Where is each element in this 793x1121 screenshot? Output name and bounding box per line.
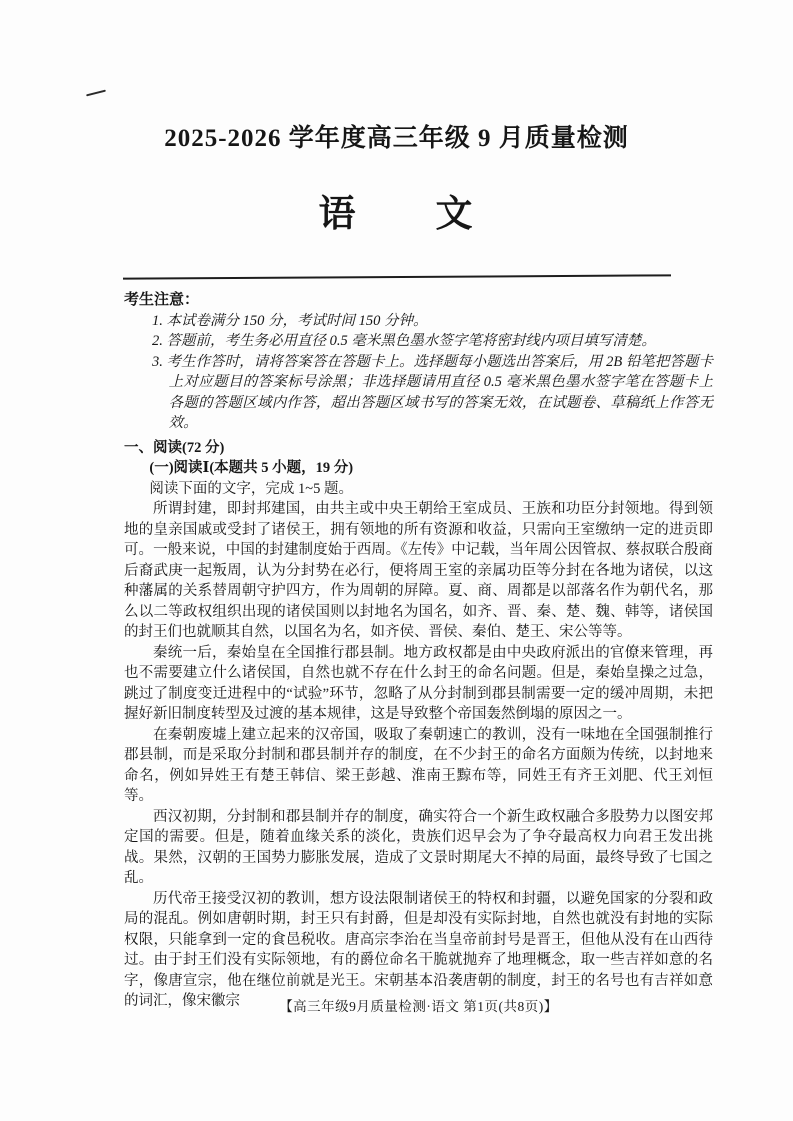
passage-paragraph-4: 西汉初期，分封制和郡县制并存的制度，确实符合一个新生政权融合多股势力以图安邦定国的需要。但是，随着血缘关系的淡化，贵族们迟早会为了争夺最高权力向君王发出挑战。果然，汉朝的王国势力膨胀发展，造成了文景时期尾大不掉的局面，最终导致了七国之乱。	[124, 808, 713, 886]
notice-label: 考生注意：	[124, 292, 200, 308]
passage-paragraph-3: 在秦朝废墟上建立起来的汉帝国，吸取了秦朝速亡的教训，没有一味地在全国强制推行郡县制，而是采取分封制和郡县制并存的制度，在不少封王的命名方面颇为传统，以封地来命名，例如异姓王有楚王韩信、梁王彭越、淮南王黥布等，同姓王有齐王刘肥、代王刘恒等。	[124, 726, 713, 804]
notice-list	[152, 311, 713, 434]
paper-body	[0, 278, 793, 1012]
reading-instruction: 阅读下面的文字，完成 1~5 题。	[149, 480, 353, 497]
subsection-title: (一)阅读Ⅰ(本题共 5 小题，19 分)	[149, 460, 354, 476]
section-title: 一、阅读(72 分)	[124, 439, 225, 456]
notice-section	[124, 290, 713, 434]
notice-item-2: 2. 答题前，考生务必用直径 0.5 毫米黑色墨水签字笔将密封线内项目填写清楚。	[152, 333, 656, 349]
reading-section	[124, 438, 713, 1012]
passage-paragraph-1: 所谓封建，即封邦建国，由共主或中央王朝给王室成员、王族和功臣分封领地。得到领地的皇亲国戚或受封了诸侯王，拥有领地的所有资源和收益，只需向王室缴纳一定的进贡即可。一般来说，中国的封建制度始于西周。《左传》中记载，当年周公因管叔、蔡叔联合殷商后裔武庚一起叛周，认为分封势在必行，便将周王室的亲属功臣等分封在各地为诸侯，以这种藩属的关系替周朝守护四方，作为周朝的屏障。夏、商、周都是以部落名作为朝代名，那么以二等政权组织出现的诸侯国则以封地名为国名，如齐、晋、秦、楚、魏、韩等，诸侯国的封王们也就顺其自然，以国名为名，如齐侯、晋侯、秦伯、楚王、宋公等等。	[124, 501, 713, 640]
notice-item-3: 3. 考生作答时，请将答案答在答题卡上。选择题每小题选出答案后，用 2B 铅笔把答题卡上对应题目的答案标号涂黑；非选择题请用直径 0.5 毫米黑色墨水签字笔在答题卡上各题的答题区域内作答，超出答题区域书写的答案无效，在试题卷、草稿纸上作答无效。	[152, 353, 713, 431]
subject-title: 语 文	[318, 194, 475, 235]
page-footer	[124, 995, 713, 1015]
notice-item-1: 1. 本试卷满分 150 分，考试时间 150 分钟。	[152, 312, 428, 329]
passage-paragraph-5: 历代帝王接受汉初的教训，想方设法限制诸侯王的特权和封疆，以避免国家的分裂和政局的混乱。例如唐朝时期，封王只有封爵，但是却没有实际封地，自然也就没有封地的实际权限，只能拿到一定的食邑税收。唐高宗李治在当皇帝前封号是晋王，但他从没有在山西待过。由于封王们没有实际领地，有的爵位命名干脆就抛弃了地理概念，取一些吉祥如意的名字，像唐宣宗，他在继位前就是光王。宋朝基本沿袭唐朝的制度，封王的名号也有吉祥如意的词汇，像宋徽宗	[124, 890, 713, 1009]
paper-title: 2025-2026 学年度高三年级 9 月质量检测	[164, 125, 629, 152]
footer-text: 【高三年级9月质量检测·语文 第1页(共8页)】	[279, 999, 558, 1014]
passage-paragraph-2: 秦统一后，秦始皇在全国推行郡县制。地方政权都是由中央政府派出的官僚来管理，再也不需要建立什么诸侯国，自然也就不存在什么封王的命名问题。但是，秦始皇操之过急，跳过了制度变迁进程中的“试验”环节，忽略了从分封制到郡县制需要一定的缓冲周期，未把握好新旧制度转型及过渡的基本规律，这是导致整个帝国轰然倒塌的原因之一。	[124, 644, 713, 722]
paper-header	[0, 0, 793, 278]
